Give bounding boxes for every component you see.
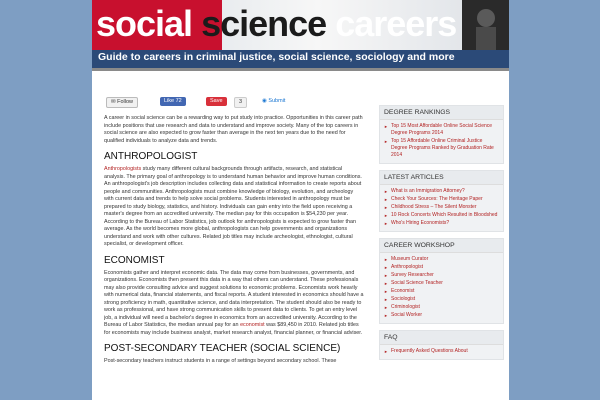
sidebar-link[interactable]: ► Criminologist [384,304,499,311]
section-heading-anthropologist: ANTHROPOLOGIST [104,151,198,162]
section-heading-postsecondary-teacher: POST-SECONDARY TEACHER (SOCIAL SCIENCE) [104,343,341,354]
section-text-anthropologist: Anthropologists study many different cultural backgrounds through artifacts, research, and statistical analysis. The primary goal of anthropology is to understand human behavior and improve human conditions. An anthropologist's job description includes collecting data and statistical information to create reports about people and communities. Anthropologists must combine knowledge of biology, evolution, and archeology with current data and trends to help solve social problems. Students interested in anthropology must be prepared to study biology, statistics, and history. Individuals can gain entry into the field upon receiving a master's degree from an accredited university. The median pay for this occupation is $54,230 per year. According to the Bureau of Labor Statistics, job outlook for anthropologists is expected to grow faster than average. As the world becomes more global, anthropologists can help governments and organizations understand and work with other cultures. Related job titles may include archeologist, ethnologist, cultural specialist, or development officer. [104,166,362,247]
logo-word-careers: careers [335,3,457,44]
follow-icon: ✉ [111,99,118,105]
sidebar-link[interactable]: ► Top 15 Most Affordable Online Social Science Degree Programs 2014 [384,123,499,137]
sidebar-link[interactable]: ► What is an Immigration Attorney? [384,188,499,195]
site-tagline: Guide to careers in criminal justice, social science, sociology and more [98,51,455,63]
widget-title: DEGREE RANKINGS [380,106,503,120]
follow-button[interactable]: ✉ Follow [106,97,138,108]
sidebar-link[interactable]: ► Social Worker [384,312,499,319]
sidebar-link[interactable]: ► Museum Curator [384,256,499,263]
social-share-bar [104,95,364,111]
header-silhouette-image [462,0,509,50]
sidebar-link[interactable]: ► Check Your Sources: The Heritage Paper [384,196,499,203]
widget-degree-rankings [379,105,504,164]
sidebar-link[interactable]: ► Frequently Asked Questions About [384,348,499,355]
intro-paragraph: A career in social science can be a rewarding way to put study into practice. Opportunities in this career path include positions that use research and data to understand and improve society. Many of the top careers in social science are also expected to grow faster than average in the next ten years due to the need for qualified individuals to analyze data and trends. [104,115,363,144]
sidebar-link[interactable]: ► Anthropologist [384,264,499,271]
header-divider [92,68,509,71]
sidebar-link[interactable]: ► Social Science Teacher [384,280,499,287]
section-text-economist: Economists gather and interpret economic data. The data may come from businesses, governments, and organizations. Economists then present this data in a way that others can understand. These professionals may also provide consulting advice and suggest solutions to economic problems. Economists work heavily with numerical data, financial statements, and fiscal reports. A student interested in economics should have a strong proficiency in math, quantitative science, and data interpretation. The student should also be ready to work as professional, and have strong communication skills to present data to clients. To get an entry level job, a individual will need a bachelor's degree in economics from an accredited university. According to the Bureau of Labor Statistics, the median annual pay for an economist was $89,450 in 2010. Related job titles for economists may include business analyst, market research analyst, financial planner, or financial adviser. [104,269,364,336]
section-heading-economist: ECONOMIST [104,254,165,266]
sidebar [379,105,504,400]
widget-title: LATEST ARTICLES [380,171,503,185]
sidebar-link[interactable]: ► Survey Researcher [384,272,499,279]
sidebar-link[interactable]: ► Who's Hiring Economists? [384,220,499,227]
widget-career-workshop [379,238,504,324]
facebook-like-button[interactable]: Like 72 [160,97,186,106]
widget-latest-articles [379,170,504,232]
anthropologists-link[interactable]: Anthropologists [104,166,142,172]
sidebar-link[interactable]: ► Top 15 Affordable Online Criminal Justice Degree Programs Ranked by Graduation Rate 2014 [384,138,499,159]
widget-title: FAQ [380,331,503,345]
stumble-submit-button[interactable]: ◉ Submit [258,97,289,106]
sidebar-link[interactable]: ► Economist [384,288,499,295]
main-content [104,95,364,400]
sidebar-link[interactable]: ► Childhood Stress – The Silent Monster [384,204,499,211]
submit-icon: ◉ [262,98,269,104]
section-text-postsecondary-teacher: Post-secondary teachers instruct students in a range of settings beyond secondary school. These [104,358,337,364]
site-logo[interactable] [96,2,456,46]
share-count: 3 [234,97,247,108]
sidebar-link[interactable]: ► Sociologist [384,296,499,303]
page-wrapper [92,0,509,400]
logo-word-science: science [201,3,327,44]
widget-faq [379,330,504,360]
economist-link[interactable]: economist [240,322,265,328]
widget-title: CAREER WORKSHOP [380,239,503,253]
site-header [92,0,509,80]
logo-word-social: social [96,3,193,44]
sidebar-link[interactable]: ► 10 Rock Concerts Which Resulted in Bloodshed [384,212,499,219]
pinterest-save-button[interactable]: Save [206,97,227,106]
